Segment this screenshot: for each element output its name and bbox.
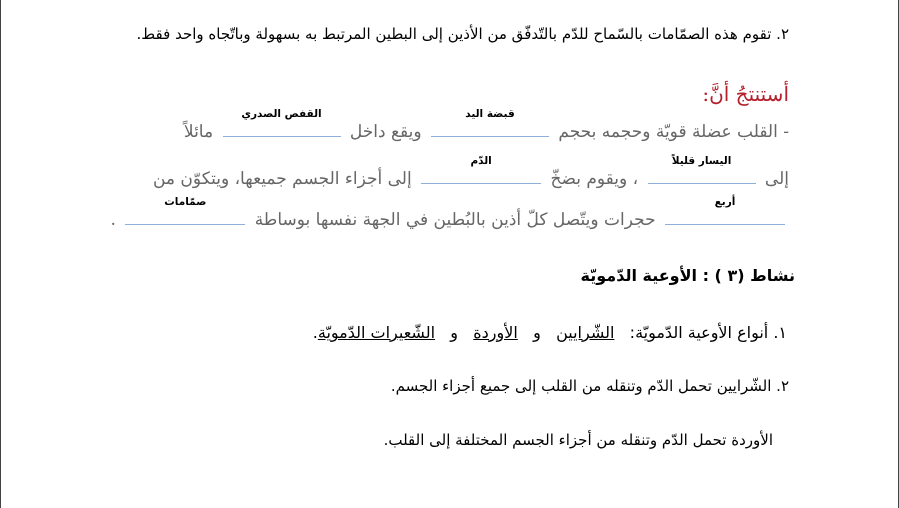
paragraph-text: حجرات ويتّصل كلّ أذين بالبُطين في الجهة نفسها بوساطة xyxy=(254,210,656,230)
blank-answer: الدّم xyxy=(470,155,492,167)
paragraph-text: إلى xyxy=(764,169,789,189)
blank-answer: أربع xyxy=(714,196,736,208)
valves-statement: ٢. تقوم هذه الصمّامات بالسّماح للدّم بالتّدفّق من الأذين إلى البطين المرتبط به بسهولة وباتّجاه واحد فقط. xyxy=(136,25,789,43)
activity-title: نشاط (٣ ) : الأوعية الدّمويّة xyxy=(580,266,795,285)
paragraph-text: ، ويقوم بضخّ xyxy=(550,169,639,189)
fill-blank[interactable] xyxy=(421,155,541,184)
paragraph-text: مائلاً xyxy=(183,122,214,142)
blank-answer: اليسار قليلاً xyxy=(671,155,732,167)
conjunction: و xyxy=(450,323,459,342)
veins-term: الأوردة xyxy=(473,323,518,342)
paragraph-line-2 xyxy=(152,155,789,189)
paragraph-line-1 xyxy=(183,108,789,142)
vessel-types-prefix: ١. أنواع الأوعية الدّمويّة: xyxy=(629,323,787,342)
vessel-types-line xyxy=(313,323,787,342)
fill-blank[interactable] xyxy=(125,196,245,225)
blank-answer: القفص الصدري xyxy=(241,108,322,120)
period: . xyxy=(312,323,318,342)
fill-blank[interactable] xyxy=(665,196,785,225)
paragraph-text: ويقع داخل xyxy=(349,122,422,142)
conclude-heading: أستنتجُ أنَّ: xyxy=(702,82,789,106)
capillaries-term: الشّعيرات الدّمويّة xyxy=(317,323,436,342)
arteries-statement: ٢. الشّرايين تحمل الدّم وتنقله من القلب إلى جميع أجزاء الجسم. xyxy=(390,377,789,395)
conjunction: و xyxy=(533,323,541,342)
fill-blank[interactable] xyxy=(431,108,549,137)
paragraph-line-3 xyxy=(110,196,789,230)
fill-blank[interactable] xyxy=(648,155,756,184)
arteries-term: الشّرايين xyxy=(556,323,615,342)
fill-blank[interactable] xyxy=(223,108,341,137)
blank-answer: صمّامات xyxy=(164,196,207,208)
veins-statement: الأوردة تحمل الدّم وتنقله من أجزاء الجسم المختلفة إلى القلب. xyxy=(383,431,773,449)
paragraph-text: . xyxy=(110,210,116,230)
paragraph-text: إلى أجزاء الجسم جميعها، ويتكوّن من xyxy=(152,169,412,189)
paragraph-text: - القلب عضلة قويّة وحجمه بحجم xyxy=(558,122,789,142)
blank-answer: قبضة اليد xyxy=(465,108,515,120)
